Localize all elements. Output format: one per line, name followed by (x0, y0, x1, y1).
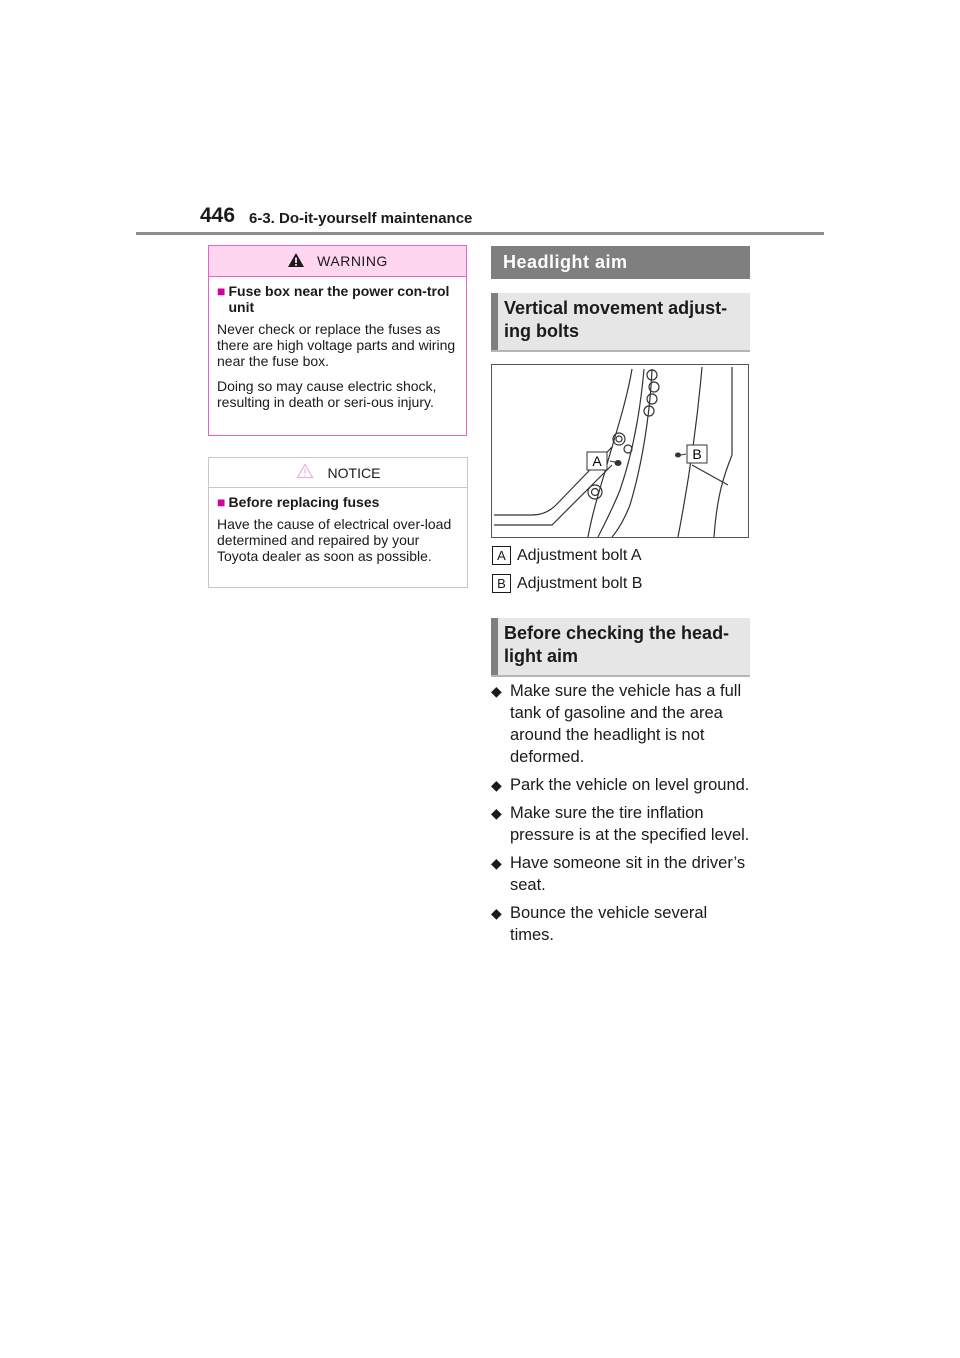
warning-heading (217, 283, 458, 315)
notice-heading-text: Before replacing fuses (228, 494, 380, 510)
square-bullet-icon: ■ (217, 494, 226, 510)
list-item (491, 774, 751, 796)
list-item-text: Have someone sit in the driver’s seat. (510, 854, 746, 894)
list-item-text: Make sure the tire inflation pressure is at the specified level. (510, 804, 750, 844)
callout-a-text: A (592, 453, 602, 469)
list-item-text: Park the vehicle on level ground. (510, 776, 750, 794)
notice-header (209, 458, 467, 488)
list-item (491, 680, 751, 768)
page-number: 446 (200, 204, 236, 227)
diamond-bullet-icon: ◆ (491, 777, 502, 793)
warning-header (209, 246, 466, 277)
legend-key-a: A (492, 546, 511, 565)
warning-paragraph: Doing so may cause electric shock, resulting in death or seri-ous injury. (217, 378, 437, 410)
notice-title: NOTICE (327, 464, 381, 481)
diamond-bullet-icon: ◆ (491, 855, 502, 871)
legend-text-b: Adjustment bolt B (517, 574, 643, 592)
notice-heading (217, 494, 459, 510)
callout-b-text: B (692, 446, 702, 462)
square-bullet-icon: ■ (217, 283, 226, 299)
label-b-callout (687, 445, 707, 463)
before-checking-subheading: Before checking the head-light aim (491, 618, 750, 675)
notice-paragraph: Have the cause of electrical over-load determined and repaired by your Toyota dealer as soon as possible. (217, 516, 452, 564)
vertical-bolts-subheading: Vertical movement adjust-ing bolts (491, 293, 750, 350)
section-title: 6-3. Do-it-yourself maintenance (249, 210, 473, 227)
label-a-callout (587, 452, 607, 470)
warning-heading-text: Fuse box near the power con-trol unit (228, 283, 450, 315)
headlight-bolt-illustration (491, 364, 749, 538)
page-header (200, 204, 840, 234)
diamond-bullet-icon: ◆ (491, 805, 502, 821)
list-item (491, 802, 751, 846)
legend-item-b (492, 574, 642, 593)
notice-triangle-icon (296, 463, 314, 482)
warning-box (208, 245, 467, 436)
warning-title: WARNING (317, 253, 388, 269)
legend-key-b: B (492, 574, 511, 593)
checklist (491, 680, 751, 952)
warning-paragraph: Never check or replace the fuses as there are high voltage parts and wiring near the fuse box. (217, 321, 456, 369)
legend-text-a: Adjustment bolt A (517, 546, 642, 564)
list-item-text: Bounce the vehicle several times. (510, 904, 708, 944)
header-divider (136, 232, 824, 235)
list-item (491, 902, 751, 946)
legend-item-a (492, 546, 642, 565)
list-item-text: Make sure the vehicle has a full tank of gasoline and the area around the headlight is not deformed. (510, 682, 742, 766)
warning-triangle-icon (287, 252, 305, 271)
diamond-bullet-icon: ◆ (491, 905, 502, 921)
notice-box (208, 457, 468, 588)
diamond-bullet-icon: ◆ (491, 683, 502, 699)
list-item (491, 852, 751, 896)
headlight-aim-heading: Headlight aim (491, 246, 750, 279)
